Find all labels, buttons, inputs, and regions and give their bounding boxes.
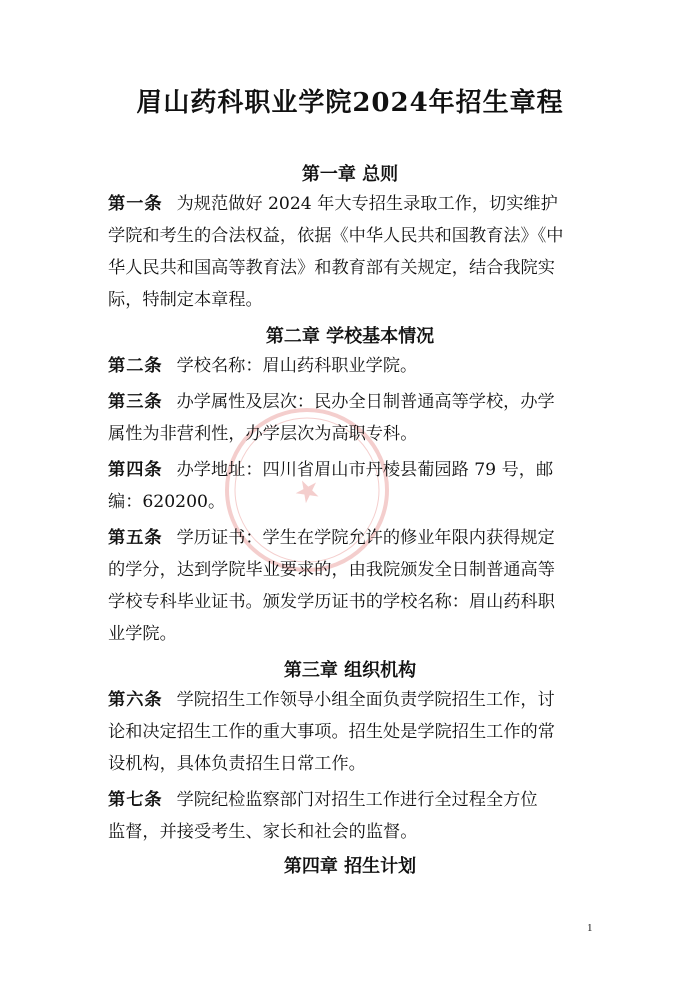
article-line: 设机构，具体负责招生日常工作。 (108, 754, 366, 774)
article-label: 第四条 (108, 460, 163, 480)
article-line: 属性为非营利性，办学层次为高职专科。 (108, 424, 418, 444)
article-line: 论和决定招生工作的重大事项。招生处是学院招生工作的常 (108, 722, 555, 742)
article-line: 华人民共和国高等教育法》和教育部有关规定，结合我院实 (108, 258, 555, 278)
article-label: 第二条 (108, 356, 163, 376)
chapter-heading: 第一章 总则 (301, 164, 399, 185)
article-line (108, 526, 603, 550)
article-line (108, 688, 603, 712)
article-line (108, 192, 603, 216)
chapter-heading: 第三章 组织机构 (283, 660, 417, 681)
chapter-heading: 第二章 学校基本情况 (265, 326, 435, 347)
article-text: 为规范做好 2024 年大专招生录取工作，切实维护 (176, 194, 558, 214)
article-line: 学院和考生的合法权益，依据《中华人民共和国教育法》《中 (108, 226, 564, 246)
article-line (108, 788, 603, 812)
article-text: 学院纪检监察部门对招生工作进行全过程全方位 (176, 790, 538, 810)
article-label: 第五条 (108, 528, 163, 548)
article-text: 学院招生工作领导小组全面负责学院招生工作，讨 (176, 690, 555, 710)
article-label: 第七条 (108, 790, 163, 810)
article-line: 学校专科毕业证书。颁发学历证书的学校名称：眉山药科职 (108, 592, 555, 612)
article-line: 编：620200。 (108, 492, 226, 512)
article-label: 第六条 (108, 690, 163, 710)
article-line: 的学分，达到学院毕业要求的，由我院颁发全日制普通高等 (108, 560, 555, 580)
article-line: 业学院。 (108, 624, 177, 644)
article-line (108, 390, 603, 414)
article-line: 监督，并接受考生、家长和社会的监督。 (108, 822, 418, 842)
document-title: 眉山药科职业学院2024年招生章程 (136, 88, 564, 118)
article-line (108, 354, 603, 378)
article-label: 第三条 (108, 392, 163, 412)
article-text: 学校名称：眉山药科职业学院。 (176, 356, 418, 376)
svg-text:★: ★ (287, 469, 328, 514)
article-line: 际，特制定本章程。 (108, 290, 263, 310)
article-text: 办学地址：四川省眉山市丹棱县葡园路 79 号，邮 (176, 460, 554, 480)
article-text: 学历证书：学生在学院允许的修业年限内获得规定 (176, 528, 555, 548)
page-number: 1 (587, 922, 593, 934)
article-text: 办学属性及层次：民办全日制普通高等学校，办学 (176, 392, 555, 412)
chapter-heading: 第四章 招生计划 (283, 856, 417, 877)
article-label: 第一条 (108, 194, 163, 214)
article-line (108, 458, 603, 482)
